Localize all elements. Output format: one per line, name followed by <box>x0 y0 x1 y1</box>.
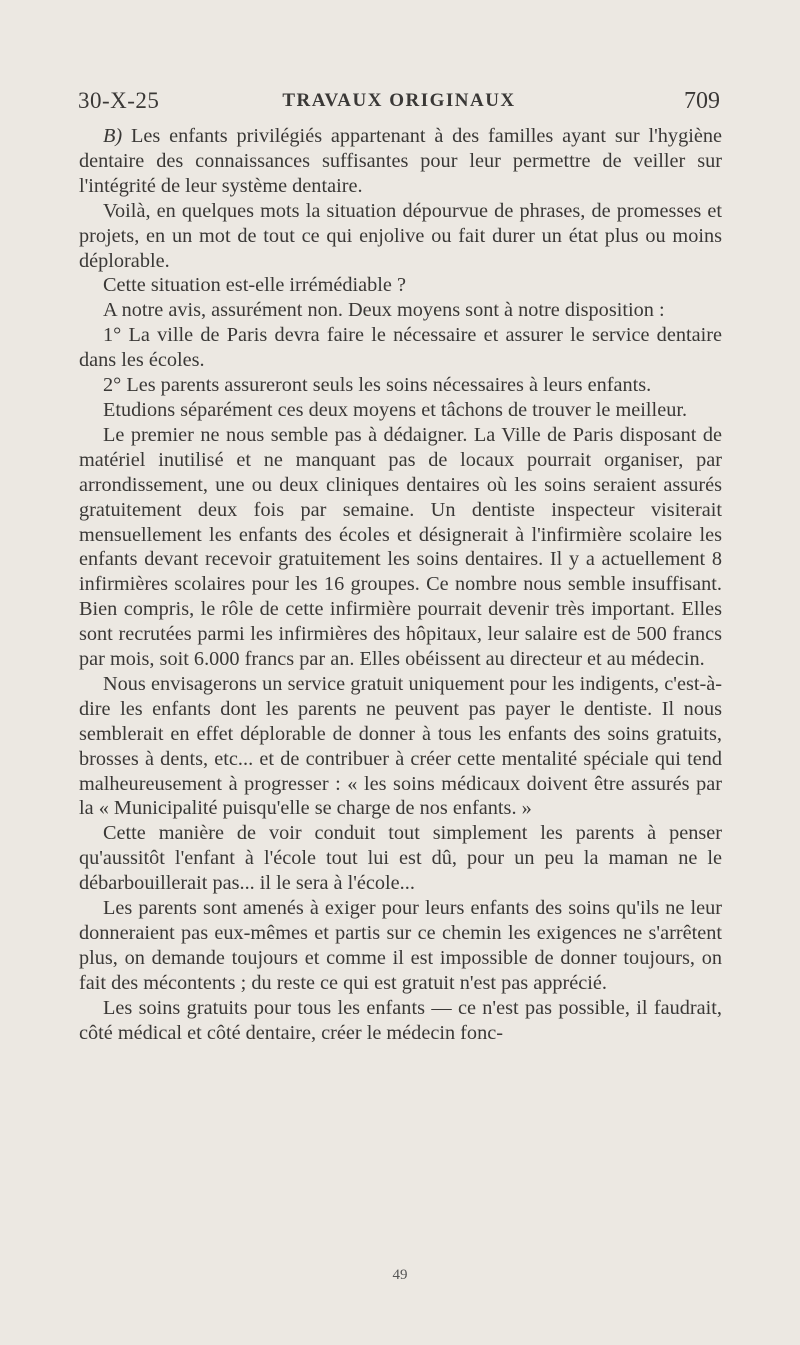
body-text <box>79 124 722 1046</box>
running-header <box>78 88 720 114</box>
header-page-number: 709 <box>684 88 720 114</box>
header-date: 30-X-25 <box>78 88 160 113</box>
paragraph-3: Cette situation est-elle irrémédiable ? <box>103 274 406 297</box>
paragraph-4: A notre avis, assurément non. Deux moyens sont à notre disposition : <box>103 299 665 322</box>
signature-mark: 49 <box>392 1267 408 1283</box>
paragraph-12: Les soins gratuits pour tous les enfants — ce n'est pas possible, il faudrait, côté médical et côté dentaire, créer le médecin fonc- <box>79 996 722 1044</box>
header-section-title: TRAVAUX ORIGINAUX <box>282 90 516 111</box>
paragraph-6: 2° Les parents assureront seuls les soins nécessaires à leurs enfants. <box>103 374 652 397</box>
paragraph-8: Le premier ne nous semble pas à dédaigner. La Ville de Paris disposant de matériel inutilisé et ne manquant pas de locaux pourrait organiser, par arrondissement, une ou deux cliniques dentaires où les soins seraient assurés gratuitement deux fois par semaine. Un dentiste inspecteur visiterait mensuellement les enfants des écoles et désignerait à l'infirmière scolaire les enfants devant recevoir gratuitement les soins dentaires. Il y a actuellement 8 infirmières scolaires pour les 16 groupes. Ce nombre nous semble insuffisant. Bien compris, le rôle de cette infirmière pourrait devenir très important. Elles sont recrutées parmi les infirmières des hôpitaux, leur salaire est de 500 francs par mois, soit 6.000 francs par an. Elles obéissent au directeur et au médecin. <box>79 423 722 671</box>
paragraph-1 <box>79 124 722 199</box>
paragraph-2: Voilà, en quelques mots la situation dépourvue de phrases, de promesses et projets, en un mot de tout ce qui enjolive ou fait durer un état plus ou moins déplorable. <box>79 199 722 272</box>
paragraph-1-text: Les enfants privilégiés appartenant à des familles ayant sur l'hygiène dentaire des connaissances suffisantes pour leur permettre de veiller sur l'intégrité de leur système dentaire. <box>79 125 722 197</box>
paragraph-10: Cette manière de voir conduit tout simplement les parents à penser qu'aussitôt l'enfant à l'école tout lui est dû, pour un peu la maman ne le débarbouillerait pas... il le sera à l'école... <box>79 822 722 895</box>
paragraph-11: Les parents sont amenés à exiger pour leurs enfants des soins qu'ils ne leur donneraient pas eux-mêmes et partis sur ce chemin les exigences ne s'arrêtent plus, on demande toujours et comme il est impossible de donner toujours, on fait des mécontents ; du reste ce qui est gratuit n'est pas apprécié. <box>79 897 722 994</box>
paragraph-7: Etudions séparément ces deux moyens et tâchons de trouver le meilleur. <box>103 398 688 421</box>
paragraph-9: Nous envisagerons un service gratuit uniquement pour les indigents, c'est-à-dire les enfants dont les parents ne peuvent pas payer le dentiste. Il nous semblerait en effet déplorable de donner à tous les enfants des soins gratuits, brosses à dents, etc... et de contribuer à créer cette mentalité spéciale qui tend malheureusement à progresser : « les soins médicaux doivent être assurés par la « Municipalité puisqu'elle se charge de nos enfants. » <box>79 672 722 820</box>
paragraph-5: 1° La ville de Paris devra faire le nécessaire et assurer le service dentaire dans les écoles. <box>79 324 722 372</box>
paragraph-1-label: B) <box>103 125 123 147</box>
